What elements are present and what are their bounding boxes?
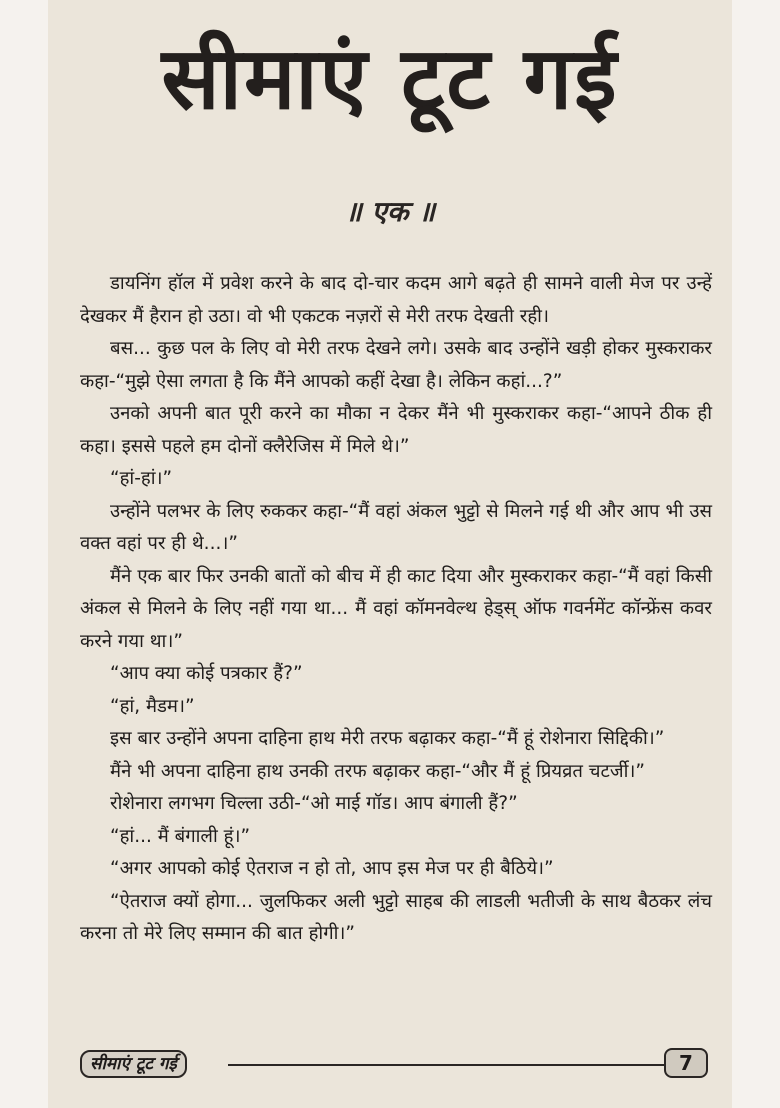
page-title: सीमाएं टूट गई <box>161 29 619 129</box>
chapter-heading: ॥ एक ॥ <box>344 195 436 228</box>
left-margin <box>0 0 48 1108</box>
page-footer <box>80 1048 720 1082</box>
paragraph: मैंने भी अपना दाहिना हाथ उनकी तरफ बढ़ाकर कहा-“और मैं हूं प्रियव्रत चटर्जी।” <box>110 760 645 782</box>
paragraph: “ऐतराज क्यों होगा... जुलफिकर अली भुट्टो साहब की लाडली भतीजी के साथ बैठकर लंच करना तो मेरे लिए सम्मान की बात होगी।” <box>80 890 712 944</box>
footer-rule <box>228 1064 666 1066</box>
body-text <box>80 268 712 951</box>
paragraph: उनको अपनी बात पूरी करने का मौका न देकर मैंने भी मुस्कराकर कहा-“आपने ठीक ही कहा। इससे पहले हम दोनों क्लैरेजिस में मिले थे।” <box>80 403 712 457</box>
paragraph: “हां-हां।” <box>110 468 173 489</box>
paragraph: रोशेनारा लगभग चिल्ला उठी-“ओ माई गॉड। आप बंगाली हैं?” <box>110 793 518 814</box>
paragraph: डायनिंग हॉल में प्रवेश करने के बाद दो-चार कदम आगे बढ़ते ही सामने वाली मेज पर उन्हें देखकर मैं हैरान हो उठा। वो भी एकटक नज़रों से मेरी तरफ देखती रही। <box>80 273 712 327</box>
page-number: 7 <box>664 1048 708 1078</box>
paragraph: उन्होंने पलभर के लिए रुककर कहा-“मैं वहां अंकल भुट्टो से मिलने गई थी और आप भी उस वक्त वहां पर ही थे...।” <box>80 500 712 554</box>
running-title: सीमाएं टूट गई <box>80 1050 187 1078</box>
paragraph: “आप क्या कोई पत्रकार हैं?” <box>110 663 303 684</box>
right-margin <box>732 0 780 1108</box>
paragraph: इस बार उन्होंने अपना दाहिना हाथ मेरी तरफ बढ़ाकर कहा-“मैं हूं रोशेनारा सिद्दिकी।” <box>110 728 665 749</box>
paragraph: मैंने एक बार फिर उनकी बातों को बीच में ही काट दिया और मुस्कराकर कहा-“मैं वहां किसी अंकल से मिलने के लिए नहीं गया था... मैं वहां कॉमनवेल्थ हेड्स् ऑफ गवर्नमेंट कॉन्फ्रेंस कवर करने गया था।” <box>80 565 712 652</box>
paragraph: “अगर आपको कोई ऐतराज न हो तो, आप इस मेज पर ही बैठिये।” <box>110 858 554 879</box>
paragraph: “हां, मैडम।” <box>110 695 195 717</box>
paragraph: “हां... मैं बंगाली हूं।” <box>110 825 251 847</box>
paragraph: बस... कुछ पल के लिए वो मेरी तरफ देखने लगे। उसके बाद उन्होंने खड़ी होकर मुस्कराकर कहा-“मुझे ऐसा लगता है कि मैंने आपको कहीं देखा है। लेकिन कहां...?” <box>80 338 712 392</box>
